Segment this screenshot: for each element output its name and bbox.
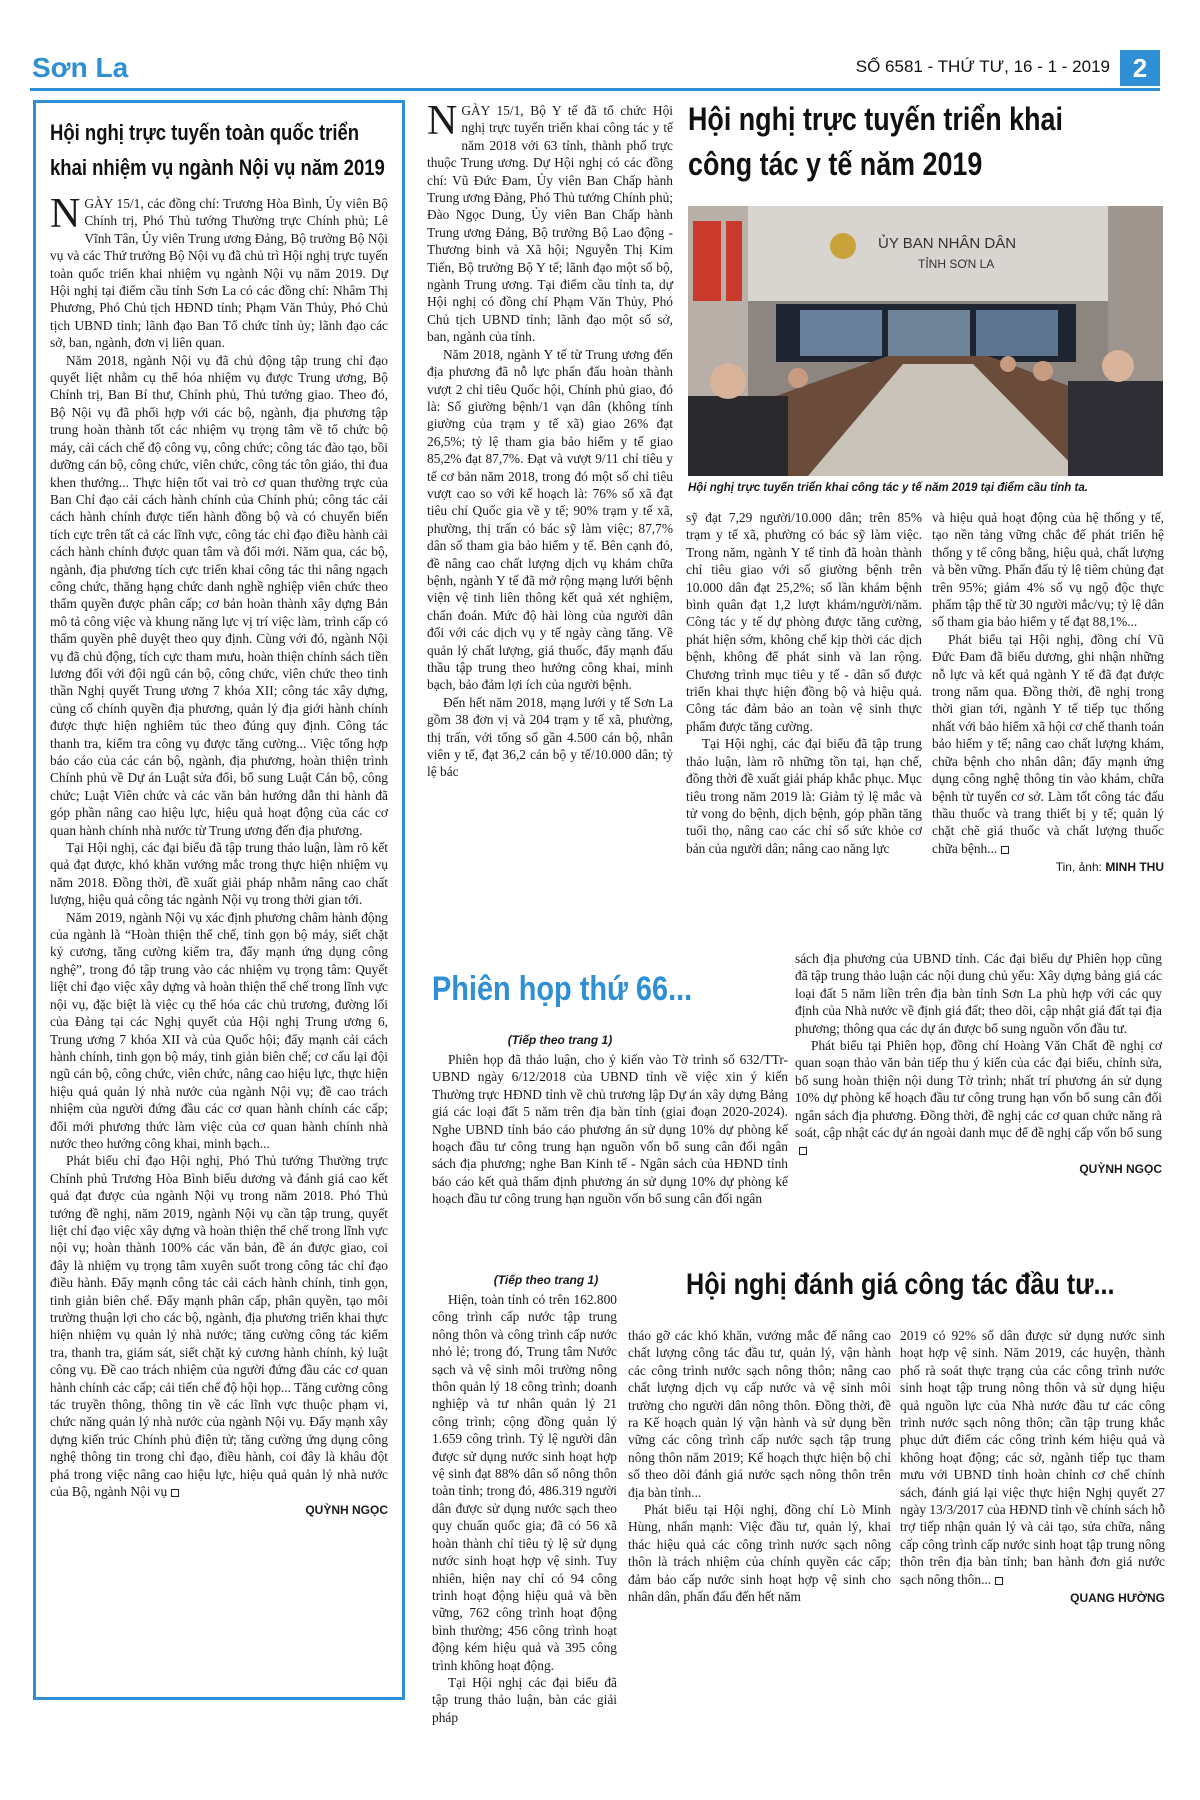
continued-note: (Tiếp theo trang 1) bbox=[507, 1033, 613, 1047]
conference-photo bbox=[688, 206, 1163, 476]
paragraph: Phát biểu tại Phiên họp, đồng chí Hoàng Văn Chất đề nghị cơ quan soạn thảo văn bản tiếp thu ý kiến của các đại biểu, chỉnh sửa, bổ sung hoàn thiện nội dung Tờ trình; nhất trí phương án sử dụng 10% dự phòng kế hoạch đầu tư công trung hạn vốn bổ sung cân đối ngân sách địa phương. Đồng thời, đề nghị các cơ quan chức năng rà soát, cập nhật các dự án ngoài danh mục để đề nghị cấp vốn bổ sung bbox=[795, 1037, 1162, 1159]
paragraph: Phát biểu tại Hội nghị, đồng chí Lò Minh Hùng, nhấn mạnh: Việc đầu tư, quản lý, khai thác hiệu quả các công trình nước sạch nông thôn là trách nhiệm của chính quyền các cấp; đảm bảo cấp nước sinh hoạt hợp vệ sinh cho nhân dân, phấn đấu đến hết năm bbox=[628, 1502, 891, 1605]
article-title: Hội nghị trực tuyến toàn quốc triển khai nhiệm vụ ngành Nội vụ năm 2019 bbox=[50, 120, 385, 180]
paragraph: NGÀY 15/1, Bộ Y tế đã tổ chức Hội nghị trực tuyến triển khai công tác y tế năm 2018 với 63 tỉnh, thành phố trực thuộc Trung ương. Dự Hội nghị có các đồng chí: Vũ Đức Đam, Ủy viên Ban Chấp hành Trung ương Đảng, Phó Thủ tướng Chính phủ; Đào Ngọc Dung, Ủy viên Ban Chấp hành Trung ương Đảng, Bộ trưởng Bộ Lao động - Thương binh và Xã hội; Nguyễn Thị Kim Tiến, Bộ trưởng Bộ Y tế; lãnh đạo một số bộ, ngành Trung ương. Tại điểm cầu tỉnh ta, dự Hội nghị có đồng chí Phạm Văn Thủy, Phó Chủ tịch UBND tỉnh; lãnh đạo một số sở, ban, ngành của tỉnh. bbox=[427, 98, 673, 345]
header-rule bbox=[30, 88, 1160, 91]
paragraph: 2019 có 92% số dân được sử dụng nước sinh hoạt hợp vệ sinh. Năm 2019, các huyện, thành phố rà soát thực trạng của các công trình nước sinh hoạt tập trung nông thôn và sử dụng hiệu quả nguồn lực của Nhà nước đầu tư các công trình nước sạch nông thôn; cần tập trung khắc phục dứt điểm các công trình kém hiệu quả và không hoạt động; các sở, ngành tiếp tục tham mưu với UBND tỉnh hoàn chỉnh cơ chế chính sách, đánh giá lại việc thực hiện Nghị quyết 27 ngày 13/3/2017 của HĐND tỉnh về chính sách hỗ trợ tiếp nhận quản lý và cải tạo, sửa chữa, nâng cấp công trình cấp nước sinh hoạt tập trung nông thôn trên địa bàn tỉnh; ban hành đơn giá nước sạch nông thôn... bbox=[900, 1328, 1165, 1587]
photo-sign-line1: ỦY BAN NHÂN DÂN bbox=[878, 235, 1017, 252]
paragraph: Phiên họp đã thảo luận, cho ý kiến vào Tờ trình số 632/TTr-UBND ngày 6/12/2018 của UBND tỉnh về việc xin ý kiến Thường trực HĐND tỉnh về chủ trương lập Dự án xây dựng Bảng giá các loại đất 5 năm trên địa bàn tỉnh (giai đoạn 2020-2024). Nghe UBND tỉnh báo cáo phương án sử dụng 10% dự phòng kế hoạch đầu tư công trung hạn nguồn vốn bổ sung cân đối ngân sách địa phương; nghe Ban Kinh tế - Ngân sách của HĐND tỉnh báo cáo kết quả thẩm định phương án sử dụng 10% dự phòng kế hoạch đầu tư công trung hạn nguồn vốn bổ sung cân đối ngân bbox=[432, 1052, 788, 1207]
paragraph: NGÀY 15/1, các đồng chí: Trương Hòa Bình, Ủy viên Bộ Chính trị, Phó Thủ tướng Thường trực Chính phủ; Lê Vĩnh Tân, Ủy viên Trung ương Đảng, Bộ trưởng Bộ Nội vụ và các Thứ trưởng Bộ Nội vụ đã chủ trì Hội nghị trực tuyến toàn quốc triển khai nhiệm vụ ngành Nội vụ năm 2019. Dự Hội nghị tại điểm cầu tỉnh Sơn La có các đồng chí: Nhâm Thị Phương, Phó Chủ tịch HĐND tỉnh; Phạm Văn Thủy, Phó Chủ tịch UBND tỉnh; lãnh đạo Ban Tổ chức tỉnh ủy; lãnh đạo các sở, ban, ngành, đơn vị liên quan. bbox=[50, 191, 388, 351]
article-dau-tu-column-3 bbox=[900, 1327, 1165, 1697]
article-title: Hội nghị đánh giá công tác đầu tư... bbox=[686, 1268, 1115, 1301]
paragraph: Năm 2018, ngành Nội vụ đã chủ động tập trung chỉ đạo quyết liệt nhằm cụ thể hóa nhiệm vụ được Trung ương, Bộ Chính trị, Ban Bí thư, Chính phủ, Thủ tướng giao. Theo đó, Bộ Nội vụ đã phối hợp với các bộ, ngành, địa phương tập trung hoàn thành tốt các nhiệm vụ trọng tâm về tổ chức bộ máy, cải cách chế độ công vụ, công chức; công tác đào tạo, bồi dưỡng cán bộ, công chức, viên chức, công tác tôn giáo, thi đua khen thưởng... Thực hiện tốt vai trò cơ quan thường trực của Ban Chỉ đạo cải cách hành chính của Chính phủ; công tác cải cách hành chính được tiến hành đồng bộ và có chuyển biến tích cực trên tất cả các lĩnh vực, công tác chỉ đạo điều hành cải cách hành chính được quan tâm và đổi mới. Năm qua, các bộ, ngành, địa phương tích cực triển khai công tác thi nâng ngạch công chức, thăng hạng chức danh nghề nghiệp viên chức theo thẩm quyền được phân cấp; cơ bản hoàn thành xây dựng Bản mô tả công việc và khung năng lực vị trí việc làm, trình cấp có thẩm quyền phê duyệt theo quy định. Cùng với đó, ngành Nội vụ đã chủ động, tích cực tham mưu, hoàn thiện chính sách tiền lương đối với đội ngũ cán bộ, công chức, viên chức theo tinh thần Nghị quyết Trung ương 7 khóa XII; công tác xây dựng, củng cố chính quyền địa phương, quản lý địa giới hành chính được thực hiện nghiêm túc theo đúng quy định. Công tác thanh tra, kiểm tra công vụ được tăng cường... Việc tổng hợp báo cáo của các cán bộ, ngành, địa phương, hoàn thiện trình Chính phủ về Dự án Luật sửa đổi, bổ sung Luật Cán bộ, công chức; Luật Viên chức và các văn bản hướng dẫn thi hành đã góp phần nâng cao hiệu lực, hiệu quả hoạt động của các cơ quan hành chính nhà nước từ Trung ương đến địa phương. bbox=[50, 352, 388, 838]
article-y-te-column-1 bbox=[427, 98, 673, 942]
author-byline: QUỲNH NGỌC bbox=[305, 1503, 388, 1518]
photo-caption: Hội nghị trực tuyến triển khai công tác y tế năm 2019 tại điểm cầu tỉnh ta. bbox=[688, 482, 1088, 494]
end-mark-icon bbox=[799, 1147, 807, 1155]
paragraph: Tại Hội nghị, các đại biểu đã tập trung thảo luận, làm rõ những tồn tại, hạn chế, đồng thời đề xuất giải pháp khắc phục. Mục tiêu trong năm 2019 là: Giảm tỷ lệ mắc và tử vong do bệnh, dịch bệnh, góp phần tăng tuổi thọ, nâng cao các chỉ số sức khỏe cơ bản của người dân; nâng cao năng lực bbox=[686, 736, 922, 856]
issue-info: SỐ 6581 - THỨ TƯ, 16 - 1 - 2019 bbox=[855, 57, 1110, 76]
end-mark-icon bbox=[995, 1577, 1003, 1585]
article-title: Phiên họp thứ 66... bbox=[432, 970, 693, 1008]
paragraph: Phát biểu chỉ đạo Hội nghị, Phó Thủ tướng Thường trực Chính phủ Trương Hòa Bình biểu dương và đánh giá cao kết quả đạt được của ngành Nội vụ trong năm 2018. Phó Thủ tướng đề nghị, năm 2019, ngành Nội vụ cần tập trung, quyết liệt chỉ đạo việc xây dựng và hoàn thiện thể chế trong lĩnh vực nội vụ; hoàn thành 100% các văn bản, đề án được giao, coi đây là nhiệm vụ trọng tâm xuyên suốt trong công tác chỉ đạo điều hành. Đẩy mạnh công tác cải cách hành chính, tinh gọn, tinh giản biên chế. Đẩy mạnh phân cấp, phân quyền, tạo môi trường thuận lợi cho các bộ, ngành, địa phương triển khai thực hiện nhiệm vụ quản lý nhà nước; tăng cường công tác kiểm tra, thanh tra, giám sát, siết chặt kỷ cương hành chính, kỷ luật công vụ. Đề cao trách nhiệm của người đứng đầu các cơ quan hành chính các cấp; cải tiến chế độ hội họp... Tăng cường công tác truyền thông, thông tin về các lĩnh vực thuộc phạm vi, chức năng quản lý nhà nước của ngành Nội vụ. Đẩy mạnh xây dựng kiến trúc Chính phủ điện tử; tăng cường ứng dụng công nghệ thông tin trong chỉ đạo, điều hành, coi đây là khâu đột phá trong việc nâng cao hiệu lực, hiệu quả quản lý nhà nước của Bộ, ngành Nội vụ bbox=[50, 1153, 388, 1500]
paragraph: Hiện, toàn tỉnh có trên 162.800 công trình cấp nước tập trung nông thôn và công trình cấp nước nhỏ lẻ; trong đó, Trung tâm Nước sạch và vệ sinh môi trường nông thôn quản lý 18 công trình; doanh nghiệp và tư nhân quản lý 21 công trình; cộng đồng quản lý 1.659 công trình. Tỷ lệ người dân được sử dụng nước sinh hoạt hợp vệ sinh đạt 88% dân số nông thôn toàn tỉnh; trong đó, 486.319 người dân được sử dụng nước sạch theo quy chuẩn quốc gia; đã có 56 xã hoàn thành chỉ tiêu tỷ lệ sử dụng nước sinh hoạt hợp vệ sinh. Tuy nhiên, hiện nay chỉ có 94 công trình hoạt động hiệu quả và bền vững, 762 công trình hoạt động bình thường; 456 công trình hoạt động kém hiệu quả và 395 công trình không hoạt động. bbox=[432, 1292, 617, 1673]
drop-cap: N bbox=[427, 98, 458, 144]
article-body bbox=[50, 191, 388, 1520]
page-number: 2 bbox=[1120, 50, 1160, 86]
drop-cap: N bbox=[50, 191, 81, 237]
end-mark-icon bbox=[171, 1489, 179, 1497]
paragraph: sỹ đạt 7,29 người/10.000 dân; trên 85% trạm y tế xã, phường có bác sỹ làm việc. Trong năm, ngành Y tế tỉnh đã hoàn thành chỉ tiêu giao với số giường bệnh trên 10.000 dân đạt 25,2%; số lần khám bệnh bình quân đạt 1,2 lượt khám/người/năm. Công tác y tế dự phòng được tăng cường, phát hiện sớm, không chế kịp thời các dịch bệnh, không để phát sinh và lan rộng. Chương trình mục tiêu y tế - dân số được triển khai thực hiện đồng bộ và hiệu quả. Công tác đảm bảo an toàn vệ sinh thực phẩm được tăng cường. bbox=[686, 510, 922, 734]
article-dau-tu-column-1 bbox=[432, 1291, 617, 1725]
section-name: Sơn La bbox=[32, 52, 129, 83]
article-dau-tu-column-2 bbox=[628, 1327, 891, 1697]
paragraph: tháo gỡ các khó khăn, vướng mắc để nâng cao chất lượng công tác đầu tư, quản lý, vận hành các công trình nước sạch nông thôn; nâng cao chất lượng dịch vụ cấp nước và vệ sinh môi trường cho người dân nông thôn. Đồng thời, đề ra Kế hoạch quản lý vận hành và sử dụng bền vững các công trình cấp nước sạch tập trung nông thôn năm 2019; Kế hoạch thực hiện bộ chỉ số theo dõi đánh giá nước sạch nông thôn trên địa bàn tỉnh... bbox=[628, 1328, 891, 1500]
article-title: Hội nghị trực tuyến triển khai công tác y tế năm 2019 bbox=[688, 101, 1063, 182]
photo-sign-line2: TỈNH SƠN LA bbox=[918, 257, 995, 271]
paragraph: sách địa phương của UBND tỉnh. Các đại biểu dự Phiên họp cũng đã tập trung thảo luận các nội dung chủ yếu: Xây dựng bảng giá các loại đất 5 năm liền trên địa bàn tỉnh Sơn La phù hợp với các quy định của Nhà nước về định giá đất; theo dõi, cập nhật giá đất tại địa phương; thông qua các dự án được bổ sung nguồn vốn đầu tư. bbox=[795, 951, 1162, 1036]
article-noi-vu bbox=[33, 100, 405, 1700]
end-mark-icon bbox=[1001, 846, 1009, 854]
photo-credit: Tin, ảnh: MINH THU bbox=[1055, 860, 1164, 875]
page-header bbox=[30, 50, 1160, 86]
paragraph: Tại Hội nghị, các đại biểu đã tập trung thảo luận, làm rõ kết quả đạt được, khó khăn vướng mắc trong thực hiện nhiệm vụ năm 2018. Đồng thời, đề xuất giải pháp nhằm nâng cao chất lượng, hiệu quả công tác ngành Nội vụ trong thời gian tới. bbox=[50, 840, 388, 908]
article-phien-hop-column-2 bbox=[795, 950, 1162, 1250]
paragraph: Đến hết năm 2018, mạng lưới y tế Sơn La gồm 38 đơn vị và 204 trạm y tế xã, phường, thị trấn, với tổng số gần 4.500 cán bộ, nhân viên y tế, đạt 36,2 cán bộ y tế/10.000 dân; tỷ lệ bác bbox=[427, 694, 673, 780]
paragraph: và hiệu quả hoạt động của hệ thống y tế, tạo nền tảng vững chắc để phát triển hệ thống y tế công bằng, hiệu quả, chất lượng và bền vững. Phấn đấu tỷ lệ tiêm chủng đạt trên 95%; giảm 4% số vụ ngộ độc thực phẩm tập thể từ 30 người mắc/vụ; tỷ lệ dân số tham gia bảo hiểm y tế đạt 88,1%... bbox=[932, 510, 1164, 630]
paragraph: Tại Hội nghị các đại biểu đã tập trung thảo luận, bàn các giải pháp bbox=[432, 1674, 617, 1725]
paragraph: Năm 2018, ngành Y tế từ Trung ương đến địa phương đã nỗ lực phấn đấu hoàn thành vượt 2 chỉ tiêu Quốc hội, Chính phủ giao, đó là: Số giường bệnh/1 vạn dân (không tính giường của trạm y tế xã) giao 26% đạt 26,5%; tỷ lệ tham gia bảo hiểm y tế giao 85,2% đạt 87,7%. Đạt và vượt 9/11 chỉ tiêu y tế cơ bản năm 2018, trong đó một số chỉ tiêu vượt cao so với kế hoạch là: 76% số xã đạt tiêu chí Quốc gia về y tế; 90% trạm y tế xã, phường, thị trấn có bác sỹ làm việc; 87,7% dân số tham gia bảo hiểm y tế. Bên cạnh đó, đề nâng cao chất lượng dịch vụ khám chữa bệnh, ngành Y tế đã mở rộng mạng lưới bệnh viện vệ tinh liên thông kết quả xét nghiệm, chẩn đoán. Mức độ hài lòng của người dân đối với các dịch vụ y tế ngày càng tăng. Về quản lý chất lượng, giá thuốc, đẩy mạnh đấu thầu tập trung theo hướng công khai, minh bạch, bảo đảm lợi ích của người bệnh. bbox=[427, 346, 673, 693]
article-y-te-column-3 bbox=[932, 509, 1164, 939]
continued-note: (Tiếp theo trang 1) bbox=[493, 1273, 599, 1287]
paragraph: Năm 2019, ngành Nội vụ xác định phương châm hành động của ngành là “Hoàn thiện thể chế, tinh gọn bộ máy, siết chặt kỷ cương, tăng cường kiểm tra, đẩy mạnh ứng dụng công nghệ”, trong đó tập trung vào các nhiệm vụ trọng tâm: Quyết liệt chỉ đạo việc xây dựng và hoàn thiện thể chế trong lĩnh vực nội vụ, đặc biệt là việc cụ thể hóa các chủ trương, đường lối của Đảng tại các Nghị quyết của Hội nghị Trung ương 6, Trung ương 7 khóa XII và của Quốc hội; đẩy mạnh cải cách hành chính, tinh gọn bộ máy, tinh giản biên chế; cơ cấu lại đội ngũ cán bộ, công chức, viên chức, nâng cao hiệu lực, thực hiện hiệu quả quản lý nhà nước của ngành Nội vụ; đề cao trách nhiệm của người đứng đầu các cơ quan hành chính các cấp; đổi mới phương thức làm việc của cơ quan hành chính nhà nước theo hướng công khai, minh bạch... bbox=[50, 909, 388, 1151]
author-byline: QUỲNH NGỌC bbox=[1079, 1161, 1162, 1176]
article-phien-hop-column-1 bbox=[432, 1051, 788, 1246]
author-byline: QUANG HƯỜNG bbox=[1070, 1591, 1165, 1606]
paragraph: Phát biểu tại Hội nghị, đồng chí Vũ Đức Đam đã biểu dương, ghi nhận những nỗ lực và kết quả ngành Y tế đã đạt được trong năm qua. Đồng thời, đề nghị trong thời gian tới, ngành Y tế tiếp tục thống nhất với bảo hiểm xã hội cơ chế thanh toán bảo hiểm y tế; nâng cao chất lượng khám, chữa bệnh cho nhân dân; đẩy mạnh ứng dụng công nghệ thông tin vào khám, chữa bệnh từ tuyến cơ sở. Làm tốt công tác đấu thầu thuốc và trang thiết bị y tế; quản lý chặt chẽ giá thuốc và chất lượng thuốc chữa bệnh... bbox=[932, 631, 1164, 856]
photo-illustration bbox=[688, 206, 1163, 476]
article-y-te-column-2 bbox=[686, 509, 922, 939]
